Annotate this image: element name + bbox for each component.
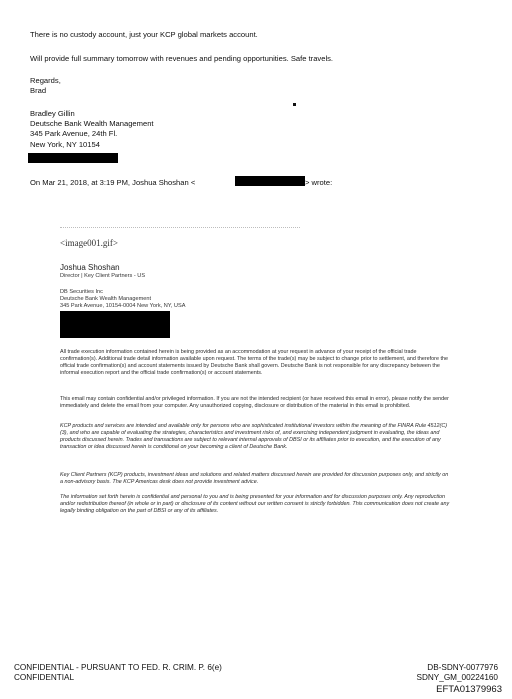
disclaimer-kcp-ideas: Key Client Partners (KCP) products, investment ideas and solutions and related matters discussed herein are provided for discussion purposes only, and strictly on a non-advisory basis. The KCP Americas desk does not provide investment advice. [60,472,449,485]
reply-header-suffix: > wrote: [305,178,333,187]
disclaimer-confidential: This email may contain confidential and/or privileged information. If you are not the intended recipient (or have received this email in error), please notify the sender immediately and delete the email from your computer. Any unauthorized copying, disclosure or distribution of the material in this email is prohibited. [60,396,449,409]
email-regards: Regards, [30,76,61,85]
signature-name: Bradley Gillin [30,109,75,118]
quoted-sender-title: Director | Key Client Partners - US [60,273,146,279]
footer-confidential-rule: CONFIDENTIAL - PURSUANT TO FED. R. CRIM. P. 6(e) [14,663,222,672]
image-placeholder: <image001.gif> [60,238,118,248]
disclaimer-kcp-products: KCP products and services are intended and available only for persons who are sophisticated institutional investors within the meaning of the FINRA Rule 4512(C)(3), and who are capable of evaluating the strategies, characteristics and investment risks of, and exercising independent judgment in evaluating, the ideas and products discussed herein. Trades and transactions are subject to relevant internal approvals of DBSI or its affiliates prior to execution, and the execution of any transaction or idea discussed herein is conditional on your becoming a client of Deutsche Bank. [60,423,448,450]
quoted-sender-name: Joshua Shoshan [60,263,120,272]
reply-header-prefix: On Mar 21, 2018, at 3:19 PM, Joshua Shoshan < [30,178,196,187]
email-sender-short: Brad [30,86,47,95]
quoted-org-1: DB Securities Inc [60,289,103,295]
redaction-bar [28,153,118,163]
disclaimer-trade-info: All trade execution information contained herein is being provided as an accommodation at your request in advance of your receipt of the official trade confirmation(s). Additional trade detail information available upon request. The terms of the trade(s) may be subject to change prior to settlement, and therefore the official trade confirmation(s) and account statements issued by Deutsche Bank shall govern. Deutsche Bank is not responsible for any discrepancy between the informal execution report and the official trade confirmation(s) or account statements. [60,349,448,376]
signature-company: Deutsche Bank Wealth Management [30,119,154,128]
signature-address-2: New York, NY 10154 [30,140,100,149]
quoted-org-2: Deutsche Bank Wealth Management [60,296,152,302]
footer-confidential: CONFIDENTIAL [14,673,75,682]
quoted-org-address: 345 Park Avenue, 10154-0004 New York, NY, USA [60,303,186,309]
email-line-custody: There is no custody account, just your KCP global markets account. [30,30,258,39]
disclaimer-personal: The information set forth herein is confidential and personal to you and is being presented for your information and for discussion purposes only. Any reproduction and/or redistribution thereof (in whole or in part) or disclosure of its content without our written consent is strictly forbidden. This communication does not create any legally binding obligation on the part of DBSI or any of its affiliates. [60,494,450,514]
quoted-separator [60,227,300,228]
redaction-block [60,311,170,338]
redaction-bar [235,176,305,186]
signature-address-1: 345 Park Avenue, 24th Fl. [30,129,118,138]
email-line-summary: Will provide full summary tomorrow with revenues and pending opportunities. Safe travels. [30,54,334,63]
footer-efta-number: EFTA01379963 [436,684,502,695]
footer-bates-db: DB-SDNY-0077976 [427,663,498,672]
scan-speck [293,103,296,106]
footer-bates-sdny: SDNY_GM_00224160 [416,673,498,682]
